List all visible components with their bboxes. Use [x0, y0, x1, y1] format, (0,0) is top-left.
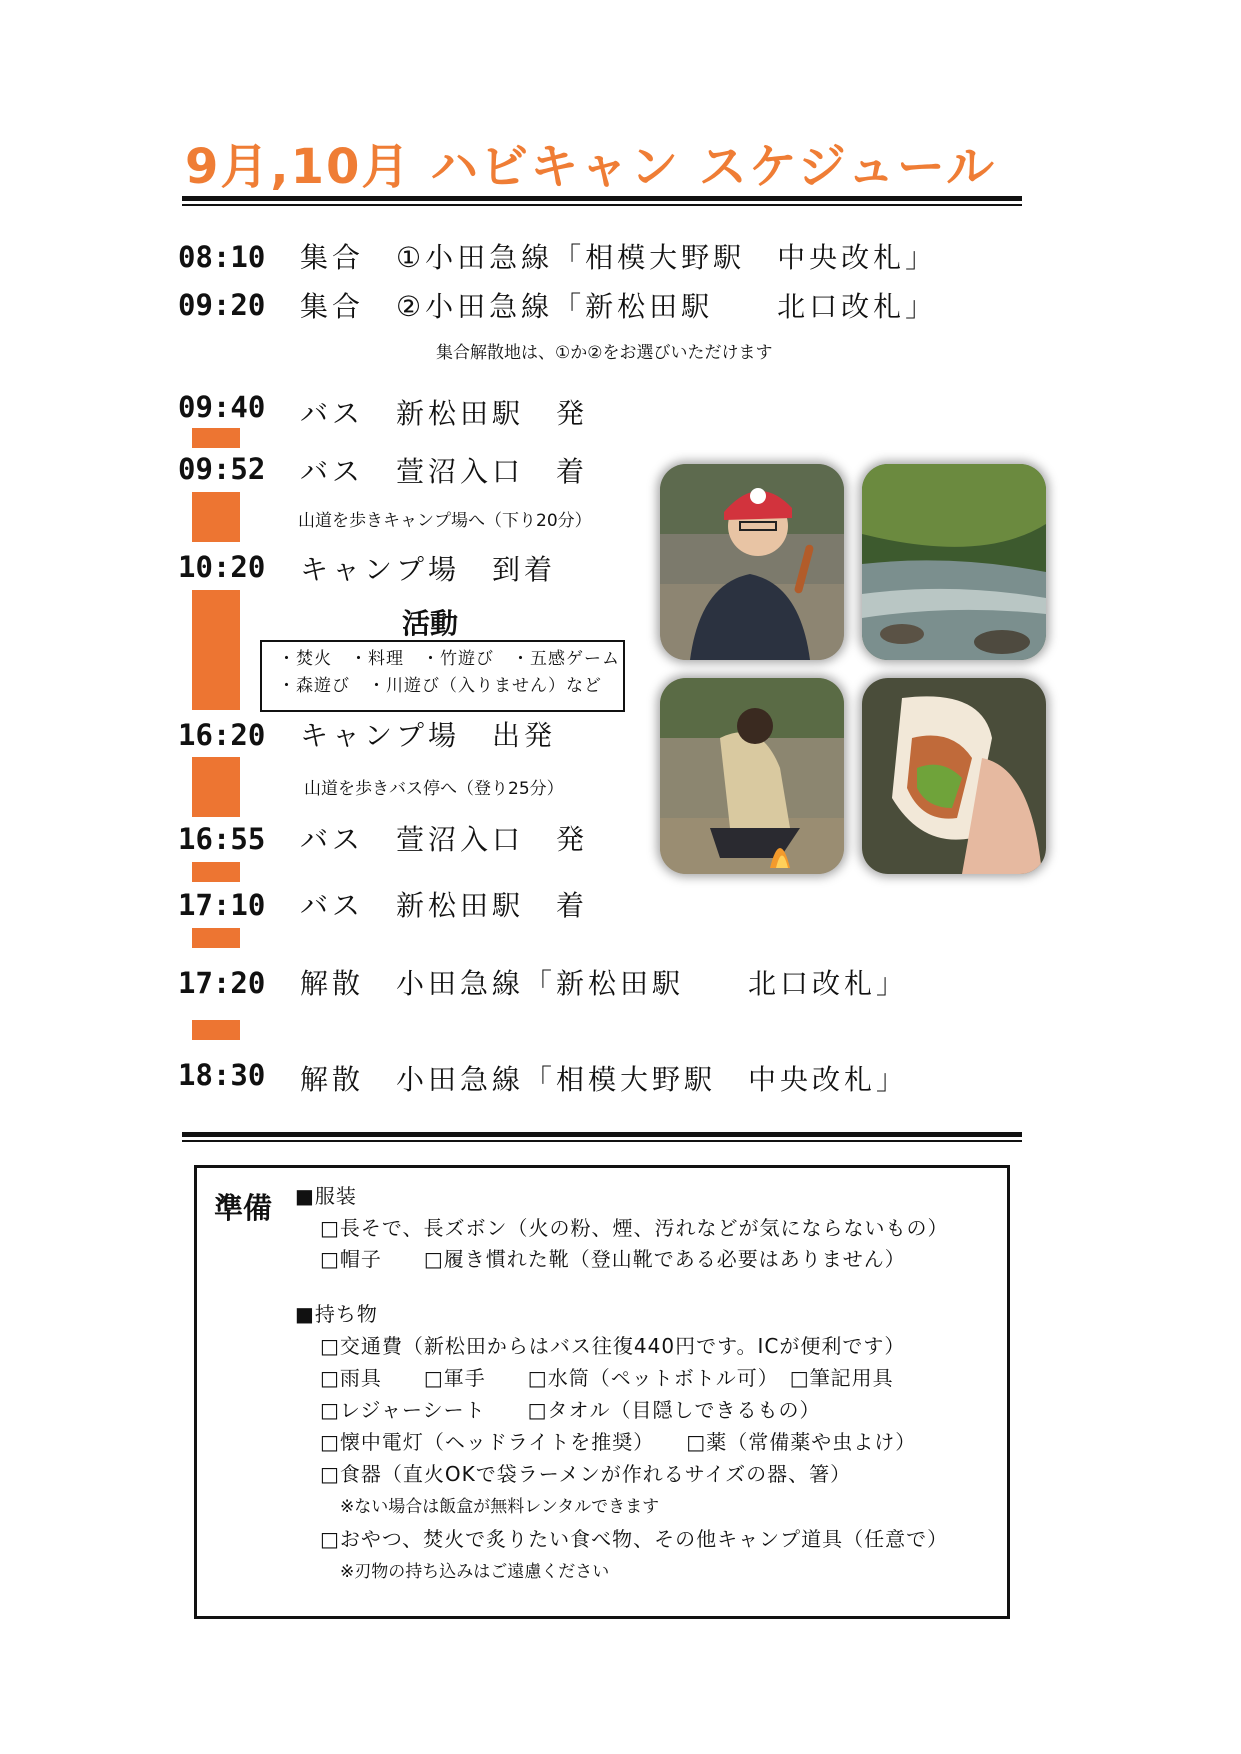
schedule-time: 10:20 [178, 550, 266, 584]
item-line: □おやつ、焚火で炙りたい食べ物、その他キャンプ道具（任意で） [320, 1527, 949, 1551]
schedule-time: 17:10 [178, 888, 266, 922]
schedule-desc: バス 新松田駅 発 [300, 397, 589, 430]
walk-down-note: 山道を歩きキャンプ場へ（下り20分） [298, 511, 592, 531]
activity-line: ・焚火 ・料理 ・竹遊び ・五感ゲーム [278, 649, 620, 669]
timeline-bar [192, 590, 240, 710]
schedule-time: 09:52 [178, 452, 266, 486]
person-at-campfire-photo [660, 678, 844, 874]
timeline-bar [192, 1020, 240, 1040]
title-divider [182, 196, 1022, 206]
schedule-time: 17:20 [178, 966, 266, 1000]
schedule-desc: バス 萱沼入口 着 [300, 455, 589, 488]
walk-up-note: 山道を歩きバス停へ（登り25分） [304, 779, 564, 799]
item-line: □交通費（新松田からはバス往復440円です。ICが便利です） [320, 1334, 906, 1358]
item-line: □懐中電灯（ヘッドライトを推奨） □薬（常備薬や虫よけ） [320, 1430, 917, 1454]
schedule-desc: バス 新松田駅 着 [300, 889, 589, 922]
meeting-note: 集合解散地は、①か②をお選びいただけます [436, 343, 773, 363]
preparation-title: 準備 [214, 1191, 273, 1225]
item-line: □雨具 □軍手 □水筒（ペットボトル可） □筆記用具 [320, 1366, 894, 1390]
activity-line: ・森遊び ・川遊び（入りません）など [278, 676, 602, 696]
river-forest-photo [862, 464, 1046, 660]
activity-title: 活動 [402, 607, 459, 640]
schedule-desc: 集合 ②小田急線「新松田駅 北口改札」 [300, 290, 938, 323]
item-line: □食器（直火OKで袋ラーメンが作れるサイズの器、箸） [320, 1462, 852, 1486]
item-line: □レジャーシート □タオル（目隠しできるもの） [320, 1398, 821, 1422]
wrap-food-photo [862, 678, 1046, 874]
schedule-desc: 解散 小田急線「相模大野駅 中央改札」 [300, 1063, 909, 1096]
schedule-time: 08:10 [178, 240, 266, 274]
timeline-bar [192, 928, 240, 948]
item-note: ※刃物の持ち込みはご遠慮ください [340, 1562, 610, 1582]
schedule-time: 18:30 [178, 1058, 266, 1092]
child-with-sausage-photo [660, 464, 844, 660]
schedule-time: 09:40 [178, 390, 266, 424]
schedule-desc: 集合 ①小田急線「相模大野駅 中央改札」 [300, 241, 938, 274]
activity-box [260, 640, 625, 712]
schedule-time: 16:55 [178, 822, 266, 856]
page-title: 9月,10月 ハビキャン スケジュール [185, 139, 996, 195]
timeline-bar [192, 862, 240, 882]
schedule-desc: 解散 小田急線「新松田駅 北口改札」 [300, 967, 909, 1000]
items-header: ■持ち物 [295, 1302, 378, 1326]
schedule-time: 09:20 [178, 288, 266, 322]
timeline-bar [192, 757, 240, 817]
schedule-desc: キャンプ場 出発 [300, 719, 557, 752]
item-note: ※ない場合は飯盒が無料レンタルできます [340, 1497, 660, 1517]
section-divider [182, 1132, 1022, 1142]
clothing-header: ■服装 [295, 1184, 357, 1208]
clothing-item: □長そで、長ズボン（火の粉、煙、汚れなどが気にならないもの） [320, 1216, 949, 1240]
schedule-desc: バス 萱沼入口 発 [300, 823, 589, 856]
clothing-item: □帽子 □履き慣れた靴（登山靴である必要はありません） [320, 1247, 906, 1271]
schedule-time: 16:20 [178, 718, 266, 752]
schedule-desc: キャンプ場 到着 [300, 553, 557, 586]
timeline-bar [192, 428, 240, 448]
timeline-bar [192, 492, 240, 542]
